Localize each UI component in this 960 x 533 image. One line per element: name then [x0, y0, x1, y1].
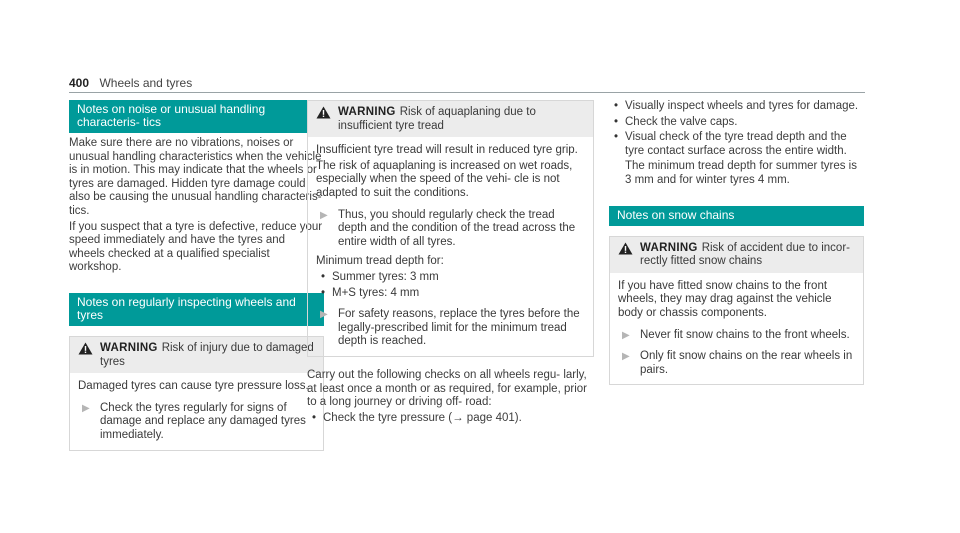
- action-step: [618, 329, 855, 343]
- checks-list: [307, 412, 594, 426]
- warning-title: Risk of aquaplaning due to insufficient tyre tread: [338, 106, 536, 132]
- action-step: [316, 209, 585, 250]
- min-depth-label: Minimum tread depth for:: [316, 255, 444, 268]
- checks-text: [307, 369, 594, 425]
- noise-paragraph-1: Make sure there are no vibrations, noises or unusual handling characteristics when the vehicle is in motion. This may indicate that the wheels or tyres are damaged. Hidden tyre damage could also be causing the unusual handling characteris- tics.: [69, 137, 322, 217]
- action-arrow-icon: ▶: [622, 351, 630, 363]
- action-arrow-icon: ▶: [320, 309, 328, 321]
- warning-triangle-icon: [316, 106, 332, 124]
- warning-box-snow-chains: [609, 236, 864, 386]
- warning-body: [308, 137, 593, 356]
- warning-triangle-icon: [618, 242, 634, 260]
- section-title-inspect: Notes on regularly inspecting wheels and tyres: [69, 293, 324, 326]
- warning-header: [308, 101, 593, 137]
- noise-paragraph-2: If you suspect that a tyre is defective, reduce your speed immediately and have the tyres and wheels checked at a qualified specialist workshop.: [69, 220, 323, 274]
- checks-list-continued: [609, 100, 864, 158]
- page-header: [69, 74, 865, 93]
- action-arrow-icon: ▶: [622, 329, 630, 341]
- action-arrow-icon: ▶: [320, 209, 328, 221]
- aqua-paragraph-2: The risk of aquaplaning is increased on wet roads, especially when the speed of the vehi- cle is not adapted to suit the conditions.: [316, 159, 573, 199]
- warning-title: Risk of accident due to incor- rectly fitted snow chains: [640, 241, 850, 268]
- warning-box-aquaplaning: [307, 100, 594, 357]
- checks-continued: [609, 100, 864, 188]
- action-step: [618, 350, 855, 377]
- list-item: • Visually inspect wheels and tyres for damage.: [609, 100, 864, 114]
- column-2: [307, 100, 594, 427]
- warning-text: Damaged tyres can cause tyre pressure loss.: [78, 380, 309, 393]
- checks-intro: Carry out the following checks on all wheels regu- larly, at least once a month or as required, for example, prior to a long journey or driving off- road:: [307, 368, 587, 409]
- warning-text: If you have fitted snow chains to the front wheels, they may drag against the vehicle body or chassis components.: [618, 279, 832, 319]
- warning-word: WARNING: [640, 241, 698, 254]
- list-item: • M+S tyres: 4 mm: [316, 287, 585, 301]
- action-step: [78, 402, 315, 443]
- warning-header: [70, 337, 323, 373]
- warning-triangle-icon: [78, 342, 94, 360]
- list-item: • Check the tyre pressure (→ page 401).: [307, 412, 594, 426]
- list-item: • Check the valve caps.: [609, 116, 864, 130]
- action-text: Thus, you should regularly check the tread depth and the condition of the tread across the entire width of all tyres.: [338, 208, 576, 248]
- warning-title: Risk of injury due to damaged tyres: [100, 341, 314, 368]
- action-text: Check the tyres regularly for signs of damage and replace any damaged tyres immediately.: [100, 401, 306, 441]
- action-step: [316, 308, 585, 349]
- aqua-paragraph-1: Insufficient tyre tread will result in reduced tyre grip.: [316, 144, 578, 157]
- warning-body: [610, 273, 863, 385]
- action-arrow-icon: ▶: [82, 402, 90, 414]
- min-depth-note: The minimum tread depth for summer tyres is 3 mm and for winter tyres 4 mm.: [625, 160, 857, 186]
- action-text: Only fit snow chains on the rear wheels in pairs.: [640, 350, 853, 376]
- column-1: [69, 100, 324, 451]
- section-title-noise: Notes on noise or unusual handling characteris- tics: [69, 100, 324, 133]
- depth-list: [316, 271, 585, 300]
- page-title: Wheels and tyres: [99, 76, 193, 90]
- warning-box-damaged-tyres: [69, 336, 324, 451]
- action-text: For safety reasons, replace the tyres before the legally-prescribed limit for the minimum tread depth is reached.: [338, 308, 580, 348]
- list-item: • Summer tyres: 3 mm: [316, 271, 585, 285]
- list-item: • Visual check of the tyre tread depth and the tyre contact surface across the entire width.: [609, 131, 864, 158]
- warning-header: [610, 237, 863, 273]
- page-number: 400: [69, 76, 90, 90]
- noise-text: [69, 137, 324, 275]
- action-text: Never fit snow chains to the front wheels.: [640, 328, 850, 341]
- warning-word: WARNING: [100, 341, 158, 354]
- warning-body: [70, 373, 323, 449]
- warning-word: WARNING: [338, 106, 396, 118]
- column-3: [609, 100, 864, 385]
- section-title-snow-chains: Notes on snow chains: [609, 206, 864, 226]
